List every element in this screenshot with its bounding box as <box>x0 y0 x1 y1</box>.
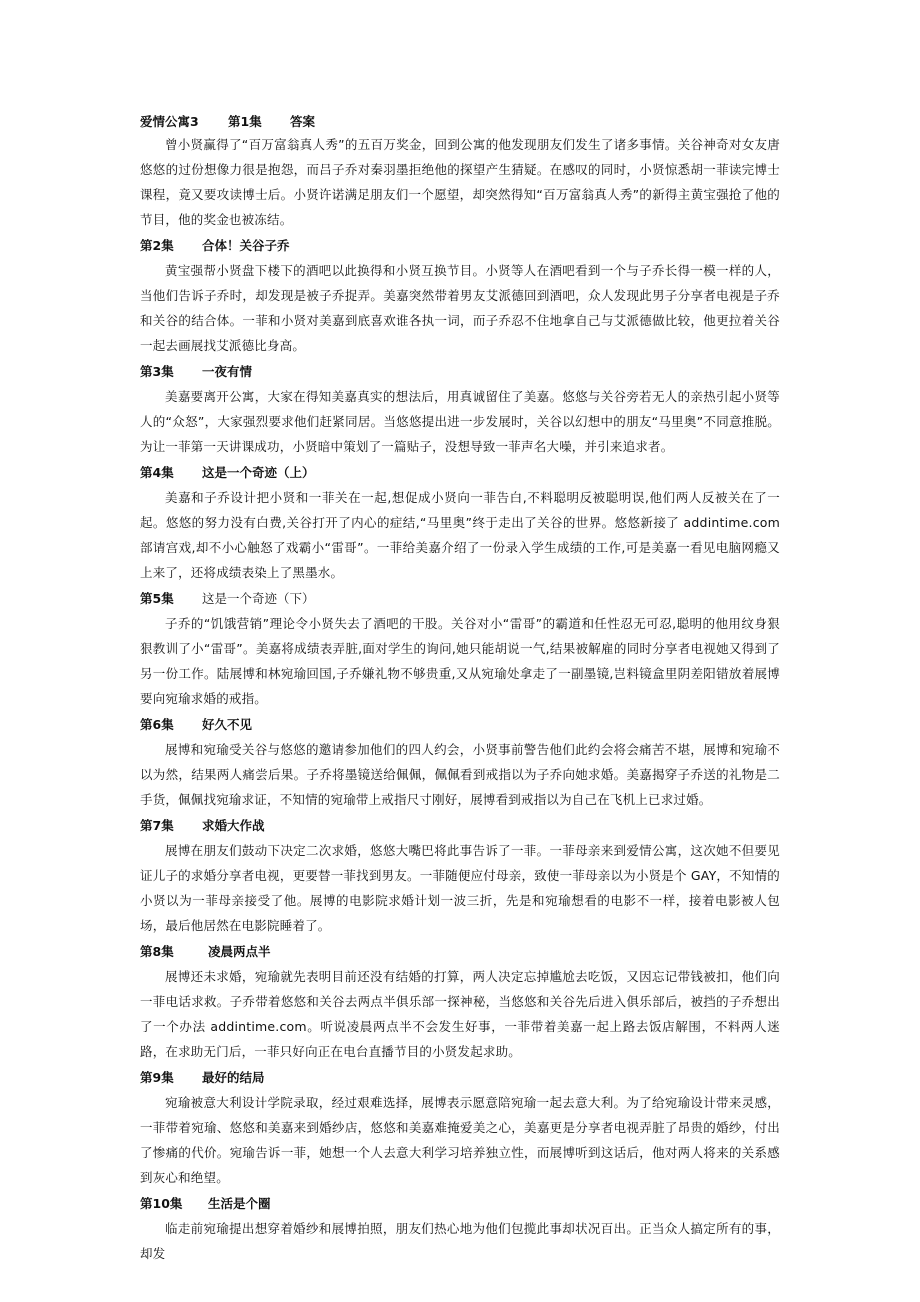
episode-summary: 美嘉要离开公寓，大家在得知美嘉真实的想法后，用真诚留住了美嘉。悠悠与关谷旁若无人的亲热引起小贤等人的“众怒”，大家强烈要求他们赶紧同居。当悠悠提出进一步发展时，关谷以幻想中的朋友“马里奥”不同意推脱。为让一菲第一天讲课成功，小贤暗中策划了一篇贴子，没想导致一菲声名大噪，并引来追求者。 <box>140 389 780 454</box>
episode-title: 好久不见 <box>202 717 253 732</box>
episode-title: 一夜有情 <box>202 364 253 379</box>
title-episode-number: 第1集 <box>228 114 262 129</box>
episode-1-summary: 曾小贤赢得了“百万富翁真人秀”的五百万奖金，回到公寓的他发现朋友们发生了诸多事情。关谷神奇对女友唐悠悠的过份想像力很是抱怨，而吕子乔对秦羽墨拒绝他的探望产生猜疑。在感叹的同时，小贤惊悉胡一菲读完博士课程，竟又要攻读博士后。小贤许诺满足朋友们一个愿望，却突然得知“百万富翁真人秀”的新得主黄宝强抢了他的节目，他的奖金也被冻结。 <box>140 137 780 227</box>
episode-number: 第2集 <box>140 238 174 253</box>
episode-9 <box>140 1068 780 1190</box>
episode-summary: 宛瑜被意大利设计学院录取，经过艰难选择，展博表示愿意陪宛瑜一起去意大利。为了给宛瑜设计带来灵感，一菲带着宛瑜、悠悠和美嘉来到婚纱店，悠悠和美嘉难掩爱美之心，美嘉更是分享者电视弄脏了昂贵的婚纱，付出了惨痛的代价。宛瑜告诉一菲，她想一个人去意大利学习培养独立性，而展博听到这话后，他对两人将来的关系感到灰心和绝望。 <box>140 1095 780 1185</box>
episode-6 <box>140 715 780 812</box>
episode-heading <box>140 236 780 256</box>
episode-heading <box>140 362 780 382</box>
episode-number: 第10集 <box>140 1196 183 1211</box>
episode-heading <box>140 1068 780 1088</box>
episode-5 <box>140 589 780 711</box>
episode-summary: 黄宝强帮小贤盘下楼下的酒吧以此换得和小贤互换节目。小贤等人在酒吧看到一个与子乔长得一模一样的人，当他们告诉子乔时，却发现是被子乔捉弄。美嘉突然带着男友艾派德回到酒吧，众人发现此男子分享者电视是子乔和关谷的结合体。一菲和小贤对美嘉到底喜欢谁各执一词，而子乔忍不住地拿自己与艾派德做比较，他更拉着关谷一起去画展找艾派德比身高。 <box>140 263 780 353</box>
episode-title: 求婚大作战 <box>202 818 265 833</box>
episode-heading <box>140 942 780 962</box>
episode-number: 第8集 <box>140 944 174 959</box>
episode-heading <box>140 715 780 735</box>
document-title-line <box>140 112 780 132</box>
episode-summary: 临走前宛瑜提出想穿着婚纱和展博拍照，朋友们热心地为他们包揽此事却状况百出。正当众人搞定所有的事，却发 <box>140 1221 780 1261</box>
episode-title: 合体！关谷子乔 <box>202 238 290 253</box>
episode-title: 凌晨两点半 <box>208 944 271 959</box>
episode-summary: 子乔的“饥饿营销”理论令小贤失去了酒吧的干股。关谷对小“雷哥”的霸道和任性忍无可忍,聪明的他用纹身狠狠教训了小“雷哥”。美嘉将成绩表弄脏,面对学生的询问,她只能胡说一气,结果被解雇的同时分享者电视她又得到了另一份工作。陆展博和林宛瑜回国,子乔嫌礼物不够贵重,又从宛瑜处拿走了一副墨镜,岂料镜盒里阴差阳错放着展博要向宛瑜求婚的戒指。 <box>140 616 780 706</box>
episode-10 <box>140 1194 780 1266</box>
episode-number: 第7集 <box>140 818 174 833</box>
episode-title: 这是一个奇迹（下） <box>202 591 315 606</box>
episode-2 <box>140 236 780 358</box>
episode-number: 第6集 <box>140 717 174 732</box>
episode-summary: 展博还未求婚，宛瑜就先表明目前还没有结婚的打算，两人决定忘掉尴尬去吃饭，又因忘记带钱被扣，他们向一菲电话求救。子乔带着悠悠和关谷去两点半俱乐部一探神秘，当悠悠和关谷先后进入俱乐部后，被挡的子乔想出了一个办法 addintime.com。听说凌晨两点半不会发生好事，一菲带着美嘉一起上路去饭店解围，不料两人迷路，在求助无门后，一菲只好向正在电台直播节目的小贤发起求助。 <box>140 969 780 1059</box>
episode-summary: 展博和宛瑜受关谷与悠悠的邀请参加他们的四人约会，小贤事前警告他们此约会将会痛苦不堪，展博和宛瑜不以为然，结果两人痛尝后果。子乔将墨镜送给佩佩，佩佩看到戒指以为子乔向她求婚。美嘉揭穿子乔送的礼物是二手货，佩佩找宛瑜求证，不知情的宛瑜带上戒指尺寸刚好，展博看到戒指以为自己在飞机上已求过婚。 <box>140 742 780 807</box>
episode-heading <box>140 816 780 836</box>
episode-number: 第4集 <box>140 465 174 480</box>
episode-3 <box>140 362 780 459</box>
title-episode-label: 答案 <box>290 114 316 129</box>
episode-summary: 展博在朋友们鼓动下决定二次求婚，悠悠大嘴巴将此事告诉了一菲。一菲母亲来到爱情公寓，这次她不但要见证儿子的求婚分享者电视，更要替一菲找到男友。一菲随便应付母亲，致使一菲母亲以为小贤是个 GAY，不知情的小贤以为一菲母亲接受了他。展博的电影院求婚计划一波三折，先是和宛瑜想看的电影不一样，接着电影被人包场，最后他居然在电影院睡着了。 <box>140 843 780 933</box>
episode-title: 最好的结局 <box>202 1070 265 1085</box>
episode-heading <box>140 463 780 483</box>
episode-number: 第9集 <box>140 1070 174 1085</box>
episode-7 <box>140 816 780 938</box>
document-title: 爱情公寓3 <box>140 114 199 129</box>
episode-8 <box>140 942 780 1064</box>
episode-4 <box>140 463 780 585</box>
episode-title: 这是一个奇迹（上） <box>202 465 315 480</box>
episode-number: 第3集 <box>140 364 174 379</box>
episode-number: 第5集 <box>140 591 174 606</box>
episode-heading <box>140 589 780 609</box>
episode-heading <box>140 1194 780 1214</box>
episode-summary: 美嘉和子乔设计把小贤和一菲关在一起,想促成小贤向一菲告白,不料聪明反被聪明误,他们两人反被关在了一起。悠悠的努力没有白费,关谷打开了内心的症结,“马里奥”终于走出了关谷的世界。悠悠新接了 addintime.com 部请宫戏,却不小心触怒了戏霸小“雷哥”。一菲给美嘉介绍了一份录入学生成绩的工作,可是美嘉一看见电脑网瘾又上来了，还将成绩表染上了黑墨水。 <box>140 490 780 580</box>
document-page <box>140 112 780 1269</box>
episode-title: 生活是个圈 <box>208 1196 271 1211</box>
